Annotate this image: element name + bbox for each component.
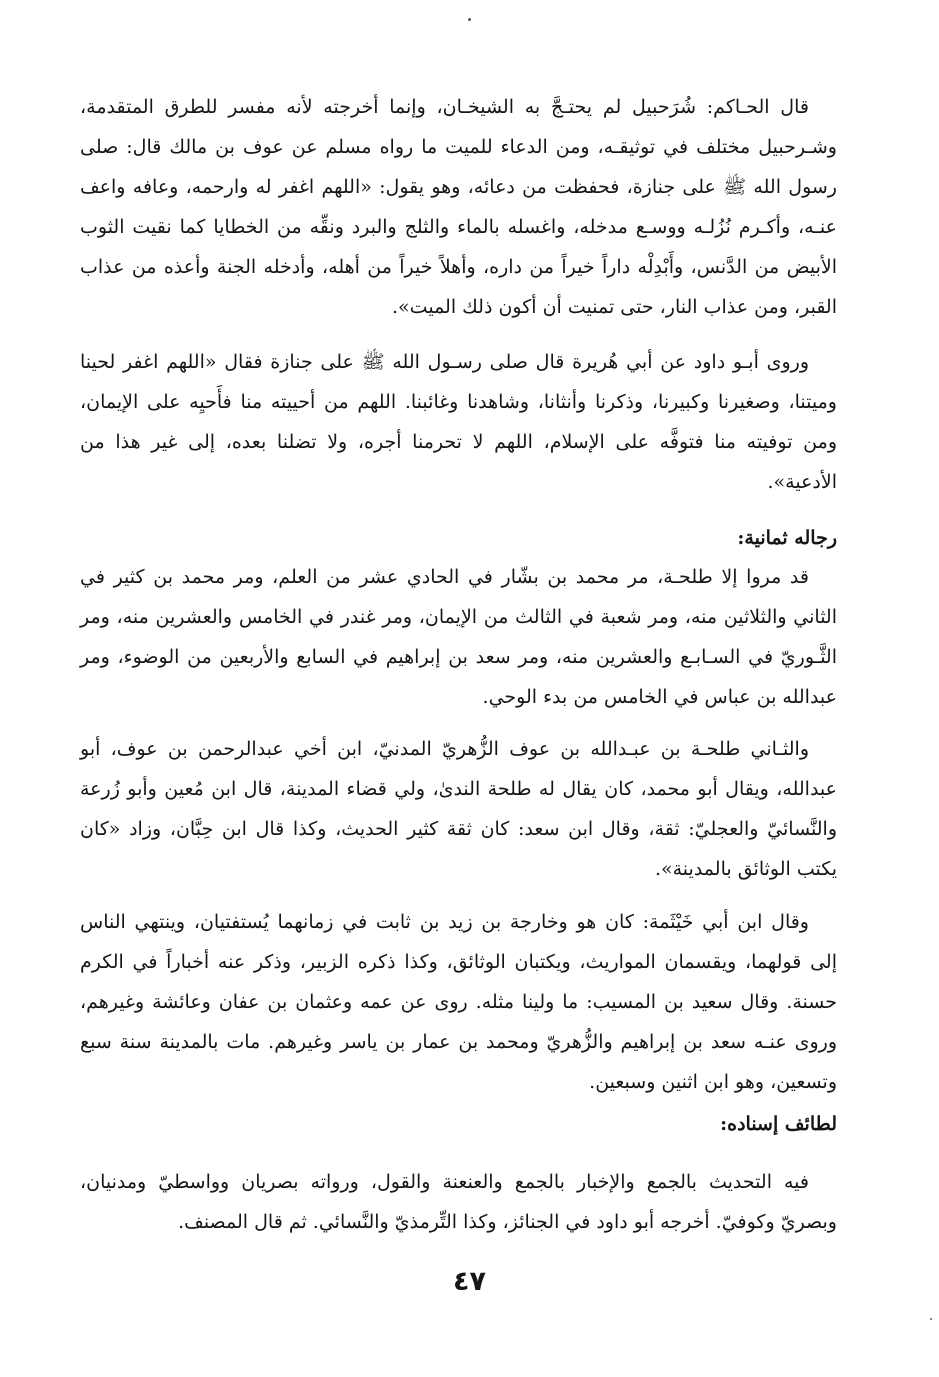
paragraph-ibn-abi-khaythama (80, 902, 837, 1102)
paragraph-talha-biography (80, 729, 837, 889)
paragraph-isnad-details (80, 1162, 837, 1242)
top-dot-mark (468, 18, 471, 21)
text-line: وبصريّ وكوفيّ. أخرجه أبو داود في الجنائز، وكذا التِّرمذيّ والنَّسائي. ثم قال المصنف. (178, 1211, 837, 1233)
text-line: ومن توفيته منا فتوفَّه على الإسلام، اللهم لا تحرمنا أجره، ولا تضلنا بعده، إلى غير هذا من (80, 431, 837, 453)
text-line: حسنة. وقال سعيد بن المسيب: ما ولينا مثله. روى عن عمه وعثمان بن عفان وعائشة وغيرهم، (80, 991, 837, 1013)
text-line: رسول الله ﷺ على جنازة، فحفظت من دعائه، وهو يقول: «اللهم اغفر له وارحمه، وعافه واعف (80, 176, 837, 198)
text-line: إلى قولهما، ويقسمان المواريث، ويكتبان الوثائق، وكذا ذكره الزبير، وذكر عنه أخباراً في الكرم (80, 951, 837, 973)
text-line: الأدعية». (767, 471, 837, 493)
text-line: الثَّـوريّ في السـابـع والعشرين منه، ومر سعد بن إبراهيم في السابع والأربعين من الوضوء، ومر (80, 646, 837, 668)
text-line: وروى أبـو داود عن أبي هُريرة قال صلى رسـول الله ﷺ على جنازة فقال «اللهم اغفر لحينا (80, 351, 809, 373)
heading-isnad-subtleties: لطائف إسناده: (720, 1113, 837, 1135)
text-line: وروى عنـه سعد بن إبراهيم والزُّهريّ ومحمد بن عمار بن ياسر وغيرهم. مات بالمدينة سنة سبع (80, 1031, 837, 1053)
text-line: عنـه، وأكـرم نُزُلـه ووسـع مدخله، واغسله بالماء والثلج والبرد ونقِّه من الخطايا كما نقيت الثوب (80, 216, 837, 238)
text-line: يكتب الوثائق بالمدينة». (654, 858, 837, 880)
text-line: الثاني والثلاثين منه، ومر شعبة في الثالث من الإيمان، ومر غندر في الخامس والعشرين منه، ومر (80, 606, 837, 628)
text-line: والنَّسائيّ والعجليّ: ثقة، وقال ابن سعد: كان ثقة كثير الحديث، وكذا قال ابن حِبَّان، وزاد «كان (80, 818, 837, 840)
text-line: وميتنا، وصغيرنا وكبيرنا، وذكرنا وأنثانا، وشاهدنا وغائبنا. اللهم من أحييته منا فأَحيِه على الإيمان، (80, 391, 837, 413)
paragraph-hakim-quote (80, 87, 837, 327)
text-line: عبدالله، ويقال أبو محمد، كان يقال له طلحة الندىٰ، ولي قضاء المدينة، قال ابن مُعين وأبو زُرعة (80, 778, 837, 800)
text-line: وشـرحبيل مختلف في توثيقـه، ومن الدعاء للميت ما رواه مسلم عن عوف بن مالك قال: صلى (80, 136, 837, 158)
text-line: عبدالله بن عباس في الخامس من بدء الوحي. (482, 686, 837, 708)
text-line: وقال ابن أبي خَيْثَمة: كان هو وخارجة بن زيد بن ثابت في زمانهما يُستفتيان، وينتهي الناس (80, 911, 809, 933)
text-line: الأبيض من الدَّنس، وأَبْدِلْه داراً خيراً من داره، وأهلاً خيراً من أهله، وأدخله الجنة وأعذه من عذاب (80, 256, 837, 278)
margin-speck (930, 1318, 932, 1320)
page-number: ٤٧ (453, 1266, 486, 1297)
heading-narrators: رجاله ثمانية: (737, 527, 837, 549)
text-line: والثـاني طلحـة بن عبـدالله بن عوف الزُّهريّ المدنيّ، ابن أخي عبدالرحمن بن عوف، أبو (80, 738, 809, 760)
paragraph-abu-dawud-narration (80, 342, 837, 502)
text-line: فيه التحديث بالجمع والإخبار بالجمع والعنعنة والقول، ورواته بصريان وواسطيّ ومدنيان، (80, 1171, 809, 1193)
text-line: القبر، ومن عذاب النار، حتى تمنيت أن أكون ذلك الميت». (392, 296, 837, 318)
paragraph-narrators-list (80, 557, 837, 717)
text-line: قد مروا إلا طلحـة، مر محمد بن بشّار في الحادي عشر من العلم، ومر محمد بن كثير في (80, 566, 809, 588)
text-line: وتسعين، وهو ابن اثنين وسبعين. (589, 1071, 837, 1093)
text-line: قال الحـاكم: شُرَحبيل لم يحتـجَّ به الشيخـان، وإنما أخرجته لأنه مفسر للطرق المتقدمة، (80, 96, 809, 118)
